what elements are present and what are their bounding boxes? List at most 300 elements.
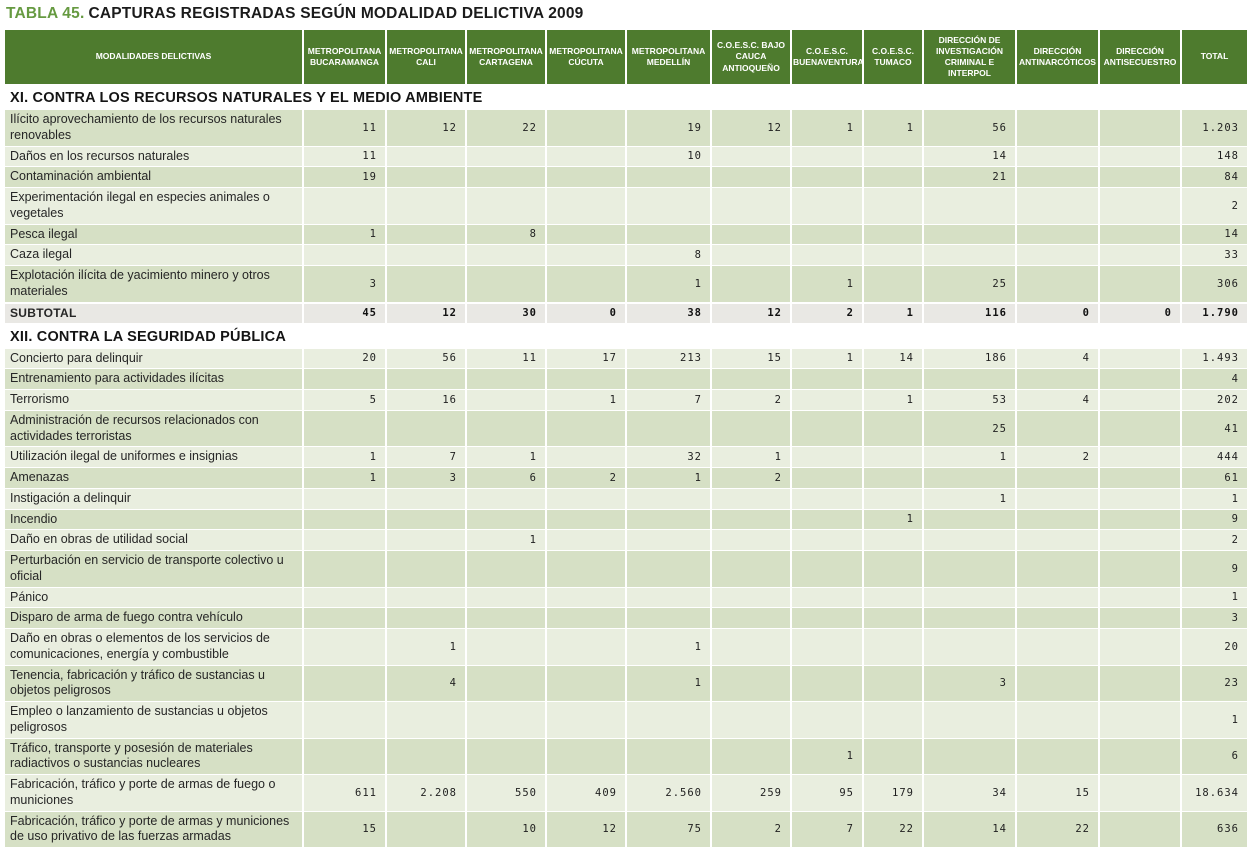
cell-value: 9: [1181, 509, 1247, 530]
cell-value: [791, 551, 863, 588]
table-header: [5, 30, 1247, 85]
cell-value: [626, 188, 711, 225]
cell-value: [386, 146, 466, 167]
cell-value: 1: [791, 348, 863, 369]
cell-value: 1: [626, 629, 711, 666]
cell-value: [626, 702, 711, 739]
cell-value: [303, 608, 386, 629]
cell-value: 636: [1181, 811, 1247, 847]
cell-value: [923, 509, 1016, 530]
cell-value: 1: [303, 224, 386, 245]
cell-value: [791, 188, 863, 225]
cell-value: 75: [626, 811, 711, 847]
cell-value: [303, 509, 386, 530]
cell-value: 18.634: [1181, 775, 1247, 812]
cell-value: 1: [791, 110, 863, 147]
cell-value: [1099, 188, 1181, 225]
cell-value: [711, 369, 791, 390]
cell-value: [546, 410, 626, 447]
cell-value: 12: [386, 110, 466, 147]
cell-value: [863, 738, 923, 775]
cell-value: [1016, 369, 1099, 390]
row-label: Tenencia, fabricación y tráfico de sustancias u objetos peligrosos: [5, 665, 303, 702]
cell-value: 8: [466, 224, 546, 245]
cell-value: [303, 738, 386, 775]
cell-value: [1016, 266, 1099, 303]
cell-value: 12: [711, 303, 791, 324]
cell-value: [303, 488, 386, 509]
cell-value: 4: [1016, 348, 1099, 369]
cell-value: 1: [863, 110, 923, 147]
cell-value: [1099, 530, 1181, 551]
column-header: C.O.E.S.C. BUENAVENTURA: [791, 30, 863, 85]
cell-value: [791, 369, 863, 390]
cell-value: [626, 369, 711, 390]
cell-value: 2: [1181, 530, 1247, 551]
cell-value: 16: [386, 390, 466, 411]
table-row: [5, 348, 1247, 369]
cell-value: [546, 738, 626, 775]
row-label: Fabricación, tráfico y porte de armas de fuego o municiones: [5, 775, 303, 812]
cell-value: 2: [711, 390, 791, 411]
cell-value: 1: [626, 468, 711, 489]
cell-value: 1: [863, 390, 923, 411]
cell-value: [791, 509, 863, 530]
cell-value: [386, 530, 466, 551]
cell-value: [466, 167, 546, 188]
cell-value: [626, 167, 711, 188]
cell-value: [1016, 587, 1099, 608]
cell-value: [303, 410, 386, 447]
table-number-label: TABLA 45.: [6, 5, 84, 22]
cell-value: [1099, 390, 1181, 411]
table-row: [5, 224, 1247, 245]
cell-value: 1: [711, 447, 791, 468]
cell-value: [791, 410, 863, 447]
cell-value: [303, 702, 386, 739]
cell-value: [923, 702, 1016, 739]
cell-value: [923, 608, 1016, 629]
cell-value: 15: [711, 348, 791, 369]
cell-value: [1016, 167, 1099, 188]
row-label: Utilización ilegal de uniformes e insignias: [5, 447, 303, 468]
cell-value: [546, 167, 626, 188]
cell-value: [863, 188, 923, 225]
cell-value: [546, 488, 626, 509]
cell-value: [546, 110, 626, 147]
cell-value: [626, 738, 711, 775]
subtotal-row: [5, 303, 1247, 324]
cell-value: 3: [303, 266, 386, 303]
cell-value: 2: [1181, 188, 1247, 225]
cell-value: 2.208: [386, 775, 466, 812]
cell-value: [711, 509, 791, 530]
cell-value: 4: [1181, 369, 1247, 390]
cell-value: [1099, 410, 1181, 447]
cell-value: [303, 369, 386, 390]
cell-value: [791, 530, 863, 551]
row-label: Amenazas: [5, 468, 303, 489]
section-heading: XI. CONTRA LOS RECURSOS NATURALES Y EL MEDIO AMBIENTE: [5, 85, 1247, 110]
cell-value: [863, 167, 923, 188]
row-label: Incendio: [5, 509, 303, 530]
cell-value: 1.203: [1181, 110, 1247, 147]
cell-value: 1: [303, 468, 386, 489]
cell-value: [386, 245, 466, 266]
cell-value: [1016, 702, 1099, 739]
cell-value: [546, 509, 626, 530]
column-header: METROPOLITANA BUCARAMANGA: [303, 30, 386, 85]
row-label: Instigación a delinquir: [5, 488, 303, 509]
cell-value: [466, 410, 546, 447]
cell-value: 3: [386, 468, 466, 489]
row-label: Terrorismo: [5, 390, 303, 411]
cell-value: [1099, 702, 1181, 739]
cell-value: [923, 224, 1016, 245]
cell-value: 1: [863, 303, 923, 324]
cell-value: [1099, 146, 1181, 167]
cell-value: 7: [386, 447, 466, 468]
cell-value: 444: [1181, 447, 1247, 468]
section-heading-row: [5, 85, 1247, 110]
cell-value: [1016, 551, 1099, 588]
cell-value: [711, 410, 791, 447]
cell-value: 34: [923, 775, 1016, 812]
column-header: METROPOLITANA CÚCUTA: [546, 30, 626, 85]
cell-value: [1099, 369, 1181, 390]
cell-value: [1016, 509, 1099, 530]
cell-value: 11: [303, 110, 386, 147]
cell-value: [386, 167, 466, 188]
table-row: [5, 530, 1247, 551]
cell-value: [546, 224, 626, 245]
row-label: Pánico: [5, 587, 303, 608]
table-row: [5, 410, 1247, 447]
row-label: Perturbación en servicio de transporte colectivo u oficial: [5, 551, 303, 588]
cell-value: 202: [1181, 390, 1247, 411]
cell-value: 11: [466, 348, 546, 369]
row-label: Daños en los recursos naturales: [5, 146, 303, 167]
cell-value: [386, 369, 466, 390]
cell-value: 148: [1181, 146, 1247, 167]
row-label: Explotación ilícita de yacimiento minero y otros materiales: [5, 266, 303, 303]
cell-value: [1099, 509, 1181, 530]
cell-value: [466, 390, 546, 411]
cell-value: [386, 410, 466, 447]
cell-value: [923, 530, 1016, 551]
section-heading: XII. CONTRA LA SEGURIDAD PÚBLICA: [5, 323, 1247, 348]
row-label: Pesca ilegal: [5, 224, 303, 245]
column-header: MODALIDADES DELICTIVAS: [5, 30, 303, 85]
cell-value: 32: [626, 447, 711, 468]
cell-value: 306: [1181, 266, 1247, 303]
cell-value: [711, 146, 791, 167]
cell-value: [466, 488, 546, 509]
cell-value: [1099, 167, 1181, 188]
cell-value: [626, 488, 711, 509]
cell-value: [466, 629, 546, 666]
column-header: METROPOLITANA CARTAGENA: [466, 30, 546, 85]
table-row: [5, 629, 1247, 666]
cell-value: 1: [1181, 702, 1247, 739]
cell-value: [863, 224, 923, 245]
cell-value: 25: [923, 410, 1016, 447]
cell-value: 1: [923, 488, 1016, 509]
column-header: DIRECCIÓN ANTINARCÓTICOS: [1016, 30, 1099, 85]
cell-value: [1016, 665, 1099, 702]
cell-value: 10: [466, 811, 546, 847]
cell-value: [466, 245, 546, 266]
cell-value: [1016, 245, 1099, 266]
cell-value: [791, 702, 863, 739]
cell-value: 1: [863, 509, 923, 530]
cell-value: [386, 266, 466, 303]
cell-value: [1099, 775, 1181, 812]
cell-value: [791, 390, 863, 411]
row-label: Daño en obras de utilidad social: [5, 530, 303, 551]
column-header: TOTAL: [1181, 30, 1247, 85]
cell-value: [791, 447, 863, 468]
table-row: [5, 447, 1247, 468]
cell-value: 2: [1016, 447, 1099, 468]
table-row: [5, 738, 1247, 775]
table-row: [5, 245, 1247, 266]
cell-value: 0: [546, 303, 626, 324]
cell-value: [1099, 665, 1181, 702]
table-row: [5, 266, 1247, 303]
cell-value: [386, 738, 466, 775]
table-row: [5, 188, 1247, 225]
column-header: DIRECCIÓN DE INVESTIGACIÓN CRIMINAL E INTERPOL: [923, 30, 1016, 85]
cell-value: [546, 188, 626, 225]
cell-value: [711, 629, 791, 666]
cell-value: [1099, 551, 1181, 588]
cell-value: 11: [303, 146, 386, 167]
cell-value: [863, 665, 923, 702]
cell-value: 1: [546, 390, 626, 411]
cell-value: [863, 369, 923, 390]
cell-value: [626, 509, 711, 530]
cell-value: [711, 702, 791, 739]
cell-value: [863, 608, 923, 629]
table-row: [5, 608, 1247, 629]
cell-value: [711, 266, 791, 303]
cell-value: [791, 468, 863, 489]
cell-value: [1016, 146, 1099, 167]
cell-value: [923, 551, 1016, 588]
cell-value: [711, 608, 791, 629]
cell-value: 6: [466, 468, 546, 489]
table-row: [5, 665, 1247, 702]
subtotal-label: SUBTOTAL: [5, 303, 303, 324]
cell-value: [1099, 587, 1181, 608]
column-header: METROPOLITANA CALI: [386, 30, 466, 85]
cell-value: [546, 665, 626, 702]
cell-value: 0: [1016, 303, 1099, 324]
cell-value: [863, 245, 923, 266]
cell-value: [466, 665, 546, 702]
cell-value: [791, 245, 863, 266]
table-row: [5, 775, 1247, 812]
row-label: Caza ilegal: [5, 245, 303, 266]
cell-value: [546, 629, 626, 666]
cell-value: [1099, 629, 1181, 666]
cell-value: 25: [923, 266, 1016, 303]
table-row: [5, 167, 1247, 188]
cell-value: 611: [303, 775, 386, 812]
cell-value: [546, 146, 626, 167]
cell-value: [711, 488, 791, 509]
cell-value: 41: [1181, 410, 1247, 447]
cell-value: 1: [626, 266, 711, 303]
cell-value: [546, 608, 626, 629]
cell-value: 17: [546, 348, 626, 369]
row-label: Ilícito aprovechamiento de los recursos naturales renovables: [5, 110, 303, 147]
cell-value: 213: [626, 348, 711, 369]
cell-value: [863, 410, 923, 447]
cell-value: [923, 245, 1016, 266]
cell-value: 22: [1016, 811, 1099, 847]
table-row: [5, 811, 1247, 847]
row-label: Concierto para delinquir: [5, 348, 303, 369]
cell-value: 12: [711, 110, 791, 147]
cell-value: [386, 551, 466, 588]
cell-value: [1016, 530, 1099, 551]
cell-value: [791, 629, 863, 666]
cell-value: 5: [303, 390, 386, 411]
table-row: [5, 587, 1247, 608]
cell-value: 12: [546, 811, 626, 847]
table-row: [5, 110, 1247, 147]
cell-value: 45: [303, 303, 386, 324]
cell-value: [711, 665, 791, 702]
cell-value: 2: [711, 468, 791, 489]
cell-value: [466, 702, 546, 739]
cell-value: 259: [711, 775, 791, 812]
cell-value: [1016, 608, 1099, 629]
page-title: [0, 0, 1251, 30]
cell-value: [711, 551, 791, 588]
cell-value: 2: [791, 303, 863, 324]
cell-value: 1: [466, 447, 546, 468]
cell-value: [626, 410, 711, 447]
cell-value: [1016, 188, 1099, 225]
cell-value: 56: [923, 110, 1016, 147]
cell-value: 14: [923, 146, 1016, 167]
cell-value: [1016, 110, 1099, 147]
cell-value: 2: [546, 468, 626, 489]
cell-value: 15: [1016, 775, 1099, 812]
cell-value: 20: [303, 348, 386, 369]
cell-value: [546, 369, 626, 390]
cell-value: 38: [626, 303, 711, 324]
table-row: [5, 390, 1247, 411]
cell-value: 7: [791, 811, 863, 847]
row-label: Experimentación ilegal en especies animales o vegetales: [5, 188, 303, 225]
cell-value: [791, 488, 863, 509]
row-label: Tráfico, transporte y posesión de materiales radiactivos o sustancias nucleares: [5, 738, 303, 775]
row-label: Empleo o lanzamiento de sustancias u objetos peligrosos: [5, 702, 303, 739]
cell-value: [546, 245, 626, 266]
cell-value: 14: [863, 348, 923, 369]
table-body: [5, 85, 1247, 847]
cell-value: [1016, 738, 1099, 775]
cell-value: [1016, 468, 1099, 489]
cell-value: [863, 587, 923, 608]
cell-value: [466, 587, 546, 608]
cell-value: 20: [1181, 629, 1247, 666]
cell-value: [626, 530, 711, 551]
cell-value: [863, 447, 923, 468]
cell-value: [711, 587, 791, 608]
column-header: DIRECCIÓN ANTISECUESTRO: [1099, 30, 1181, 85]
cell-value: 22: [466, 110, 546, 147]
cell-value: 19: [303, 167, 386, 188]
cell-value: [386, 188, 466, 225]
cell-value: [1099, 608, 1181, 629]
cell-value: 186: [923, 348, 1016, 369]
cell-value: [303, 629, 386, 666]
cell-value: 19: [626, 110, 711, 147]
cell-value: 84: [1181, 167, 1247, 188]
cell-value: 2.560: [626, 775, 711, 812]
cell-value: 1: [1181, 587, 1247, 608]
cell-value: [386, 509, 466, 530]
cell-value: [546, 530, 626, 551]
cell-value: [626, 608, 711, 629]
cell-value: [303, 587, 386, 608]
cell-value: [863, 702, 923, 739]
cell-value: 1: [923, 447, 1016, 468]
cell-value: 95: [791, 775, 863, 812]
cell-value: [626, 587, 711, 608]
cell-value: [1099, 348, 1181, 369]
cell-value: [1099, 110, 1181, 147]
table-title-text: CAPTURAS REGISTRADAS SEGÚN MODALIDAD DELICTIVA 2009: [88, 5, 583, 22]
cell-value: [1099, 488, 1181, 509]
cell-value: [1099, 266, 1181, 303]
table-row: [5, 468, 1247, 489]
cell-value: [923, 468, 1016, 489]
cell-value: [1016, 488, 1099, 509]
cell-value: 4: [1016, 390, 1099, 411]
cell-value: 1.790: [1181, 303, 1247, 324]
cell-value: [466, 738, 546, 775]
cell-value: [386, 587, 466, 608]
table-row: [5, 702, 1247, 739]
cell-value: 9: [1181, 551, 1247, 588]
header-row: [5, 30, 1247, 85]
cell-value: 409: [546, 775, 626, 812]
row-label: Fabricación, tráfico y porte de armas y municiones de uso privativo de las fuerzas armadas: [5, 811, 303, 847]
cell-value: [546, 266, 626, 303]
cell-value: [1099, 738, 1181, 775]
cell-value: [791, 587, 863, 608]
cell-value: 2: [711, 811, 791, 847]
cell-value: [923, 587, 1016, 608]
cell-value: [546, 587, 626, 608]
cell-value: 550: [466, 775, 546, 812]
cell-value: [303, 551, 386, 588]
cell-value: [711, 224, 791, 245]
cell-value: 21: [923, 167, 1016, 188]
cell-value: 4: [386, 665, 466, 702]
cell-value: [863, 530, 923, 551]
cell-value: [386, 608, 466, 629]
cell-value: [791, 146, 863, 167]
row-label: Disparo de arma de fuego contra vehículo: [5, 608, 303, 629]
cell-value: [863, 488, 923, 509]
